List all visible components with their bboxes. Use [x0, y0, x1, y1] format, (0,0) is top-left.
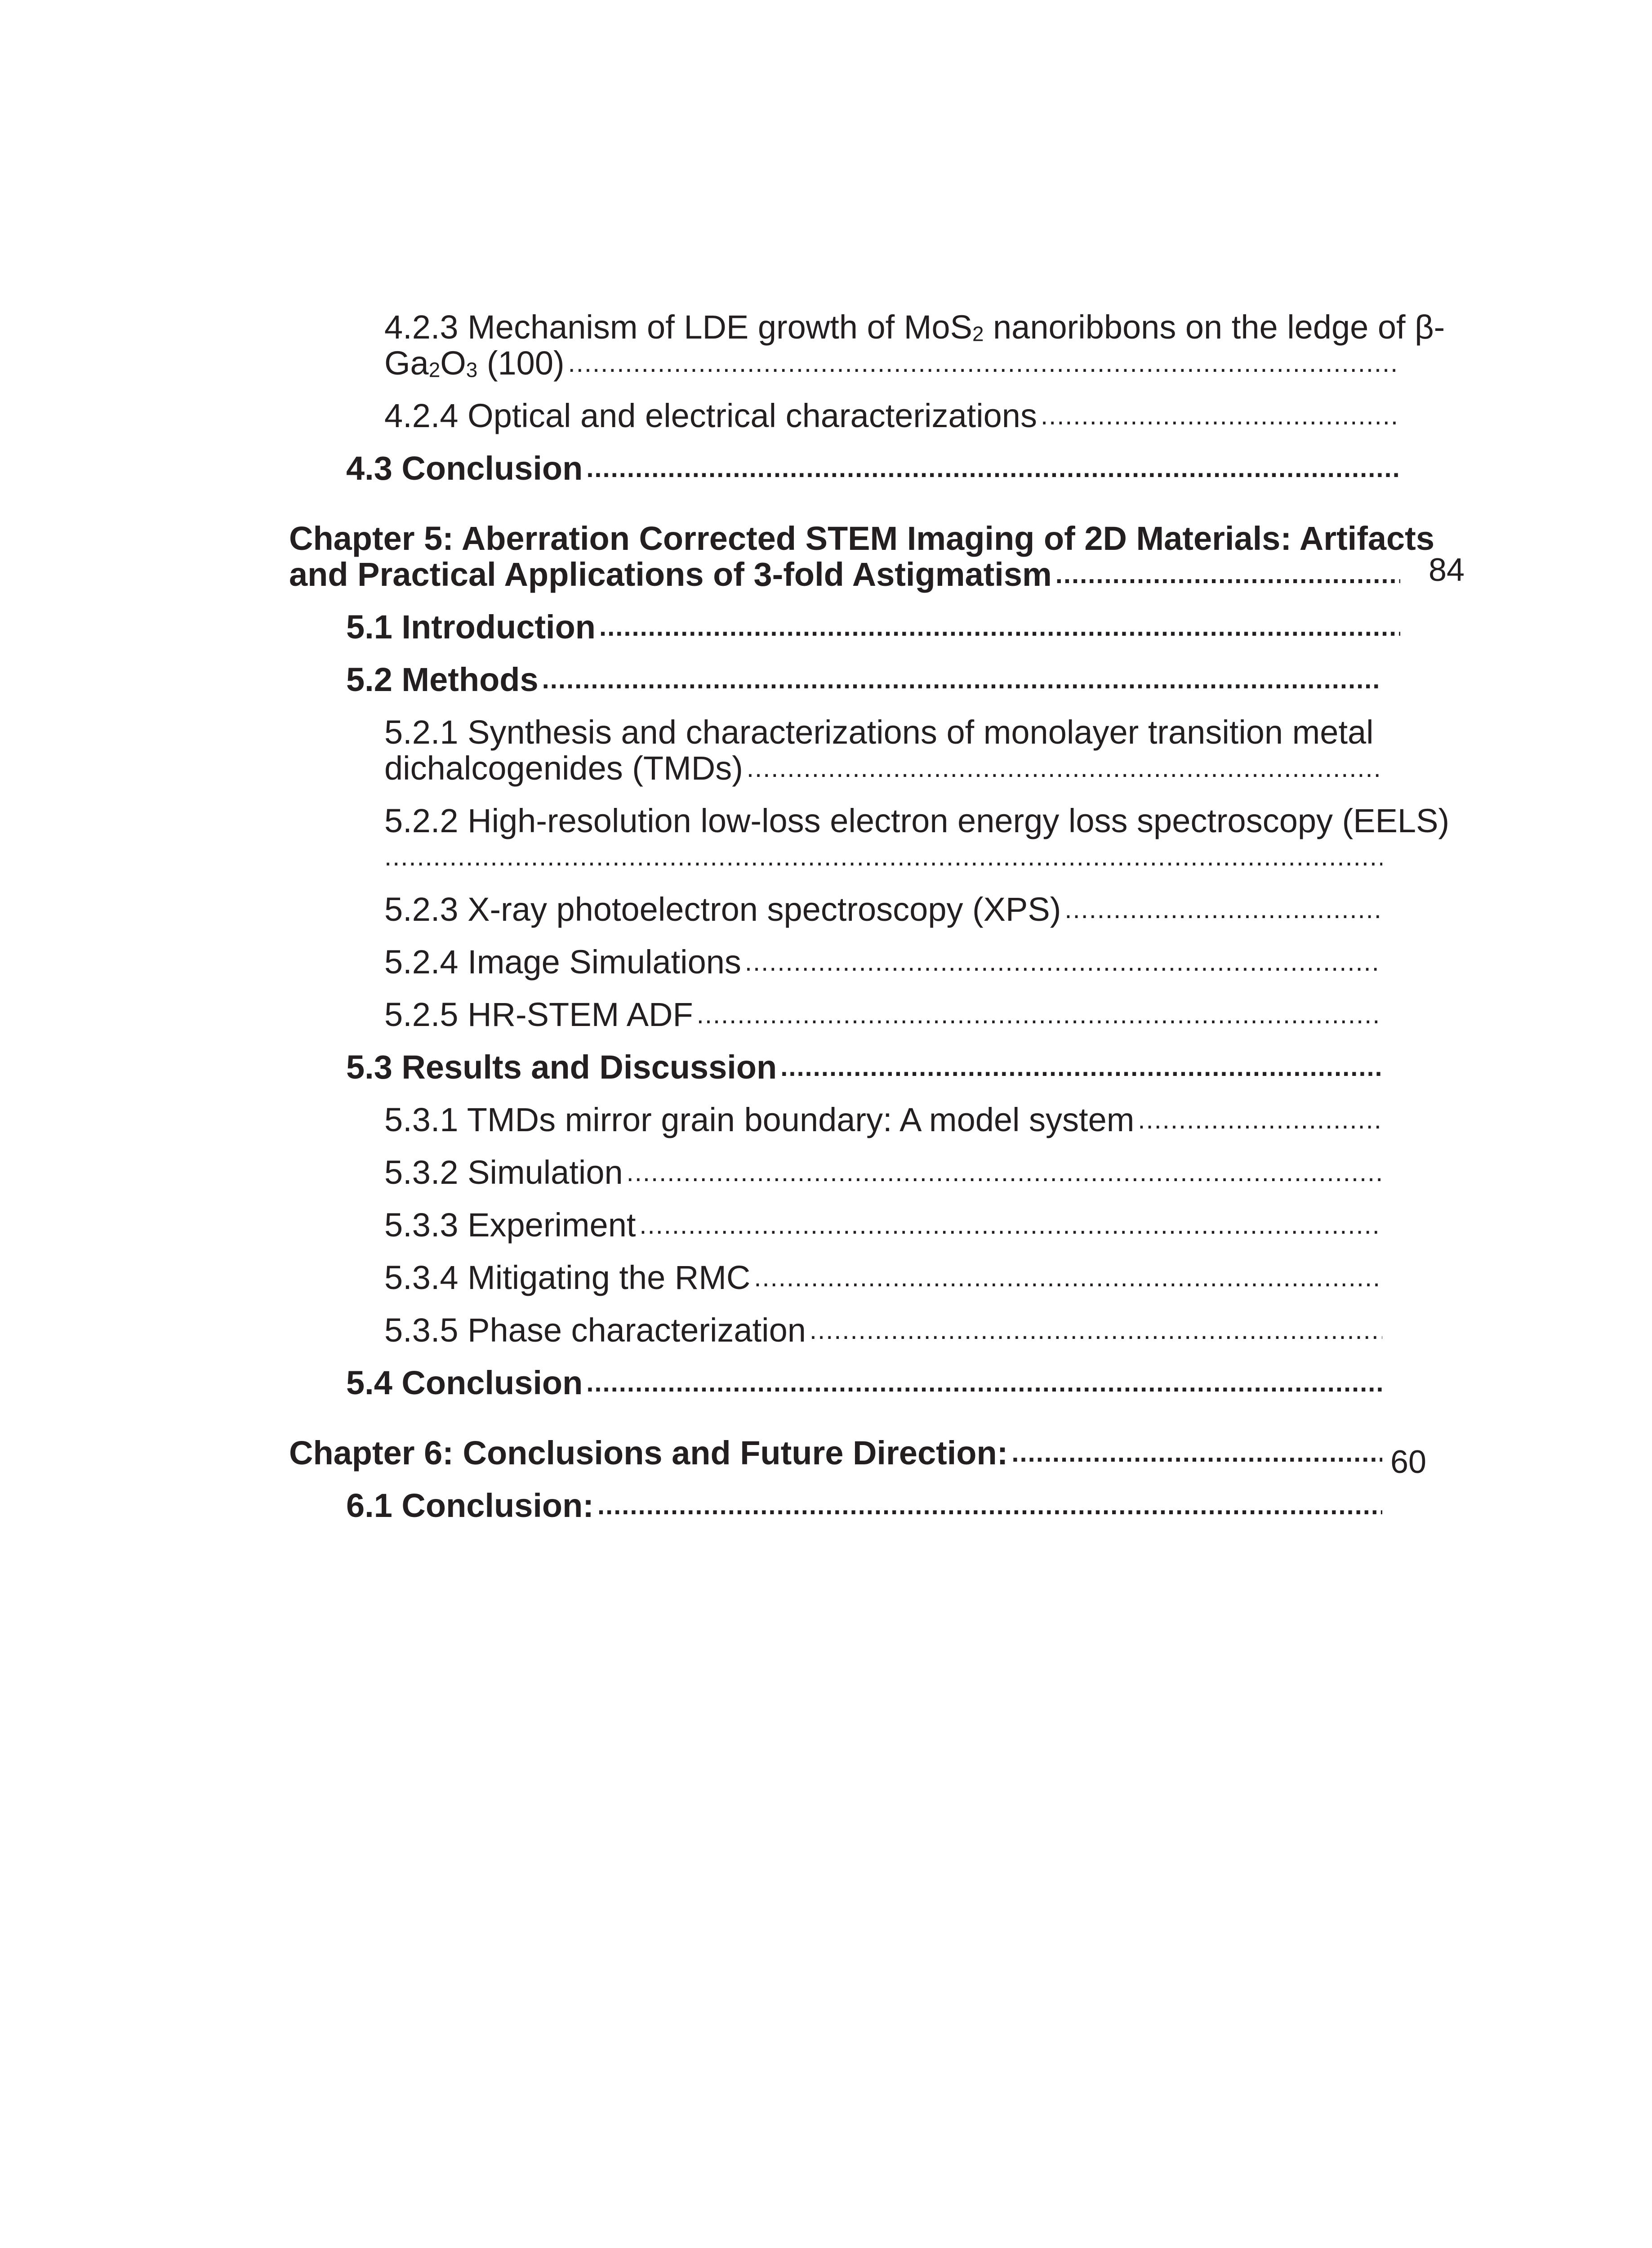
toc-entry-5-2: 5.2 Methods .....	[346, 662, 1382, 698]
toc-entry-5-3-5: 5.3.5 Phase characterization .....	[384, 1312, 1382, 1348]
toc-entry-5-2-1-line2: dichalcogenides (TMDs) .....	[384, 750, 1382, 786]
dot-leader	[780, 1049, 1382, 1085]
toc-entry-5-1: 5.1 Introduction .....	[346, 609, 1400, 645]
page-number-ch5: 84	[1429, 552, 1465, 588]
toc-chapter-6: Chapter 6: Conclusions and Future Direction: .....	[289, 1435, 1382, 1471]
dot-leader	[745, 944, 1382, 980]
toc-entry-5-3-4: 5.3.4 Mitigating the RMC .....	[384, 1260, 1382, 1296]
dot-leader	[1041, 398, 1400, 434]
dot-leader	[639, 1207, 1382, 1243]
dot-leader	[586, 1365, 1382, 1401]
toc-entry-5-2-3: 5.2.3 X-ray photoelectron spectroscopy (XPS) .....	[384, 892, 1382, 928]
dot-leader	[597, 1488, 1382, 1524]
dot-leader	[1055, 557, 1400, 593]
toc-entry-4-2-3	[384, 309, 1445, 345]
dot-leader	[754, 1260, 1382, 1296]
dot-leader	[542, 662, 1382, 698]
toc-entry-5-3: 5.3 Results and Discussion .....	[346, 1049, 1382, 1085]
toc-entry-4-2-4: 4.2.4 Optical and electrical characterizations .....	[384, 398, 1400, 434]
toc-entry-5-2-1-line1: 5.2.1 Synthesis and characterizations of monolayer transition metal	[384, 714, 1374, 751]
toc-entry-6-1: 6.1 Conclusion: .....	[346, 1488, 1382, 1524]
dot-leader	[1011, 1435, 1382, 1471]
dot-leader	[586, 450, 1400, 486]
dot-leader	[810, 1312, 1382, 1348]
toc-chapter-5-line1: Chapter 5: Aberration Corrected STEM Imaging of 2D Materials: Artifacts	[289, 520, 1434, 557]
dot-leader	[599, 609, 1400, 645]
toc-entry-4-2-3-line2: $Ga_2O_3$ (100) .....	[384, 345, 1400, 381]
toc-entry-4-2-3-line1: 4.2.3 Mechanism of LDE growth of MoS$_2$ nanoribbons on the ledge of β-	[384, 308, 1445, 346]
toc-entry-5-3-1: 5.3.1 TMDs mirror grain boundary: A model system .....	[384, 1102, 1382, 1138]
dot-leader	[384, 839, 1382, 875]
dot-leader	[747, 750, 1382, 786]
toc-entry-5-2-5: 5.2.5 HR-STEM ADF .....	[384, 997, 1382, 1033]
dot-leader	[697, 997, 1382, 1033]
dot-leader	[1138, 1102, 1382, 1138]
toc-entry-5-3-2: 5.3.2 Simulation .....	[384, 1155, 1382, 1191]
toc-entry-4-3: 4.3 Conclusion .....	[346, 450, 1400, 486]
toc-chapter-5-line2: and Practical Applications of 3-fold Astigmatism .....	[289, 557, 1400, 593]
dot-leader	[627, 1155, 1382, 1191]
toc-entry-5-4: 5.4 Conclusion .....	[346, 1365, 1382, 1401]
toc-entry-5-2-2-line1: 5.2.2 High-resolution low-loss electron energy loss spectroscopy (EELS)	[384, 802, 1450, 839]
toc-entry-5-2-4: 5.2.4 Image Simulations .....	[384, 944, 1382, 980]
toc-entry-5-3-3: 5.3.3 Experiment .....	[384, 1207, 1382, 1243]
dot-leader	[1064, 892, 1382, 928]
dot-leader	[568, 345, 1400, 381]
page-number-ch6: 60	[1390, 1444, 1427, 1480]
toc-entry-5-2-2-line2	[384, 839, 1382, 875]
